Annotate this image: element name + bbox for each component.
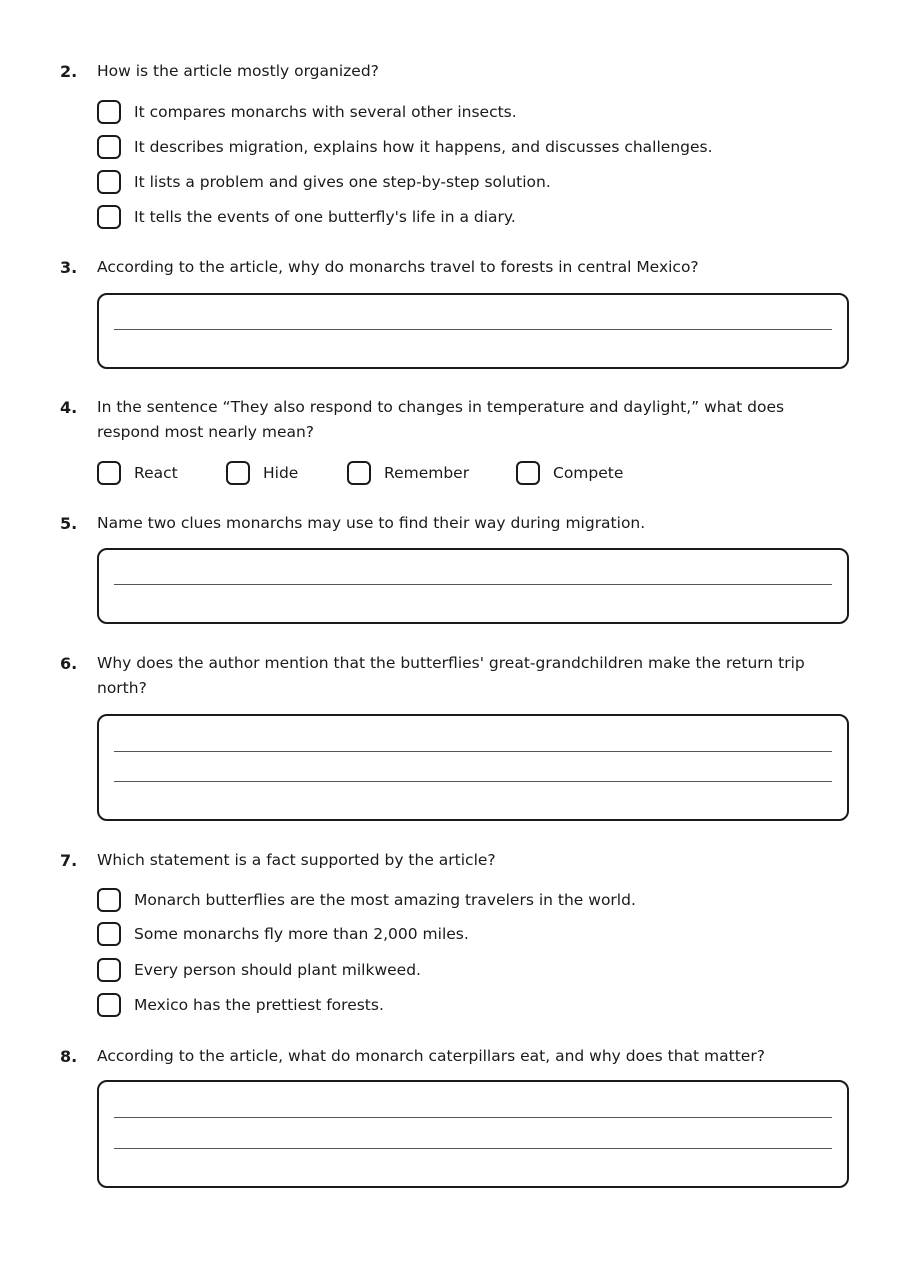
checkbox[interactable] [97, 170, 121, 194]
question-text: Which statement is a fact supported by the article? [97, 851, 496, 869]
option-label: Mexico has the prettiest forests. [134, 996, 384, 1014]
answer-line [114, 751, 832, 752]
answer-line [114, 1148, 832, 1149]
checkbox[interactable] [97, 958, 121, 982]
checkbox[interactable] [97, 135, 121, 159]
option-label: It describes migration, explains how it happens, and discusses challenges. [134, 138, 713, 156]
answer-box[interactable] [97, 293, 849, 369]
option[interactable] [347, 459, 469, 487]
checkbox[interactable] [97, 100, 121, 124]
answer-line [114, 584, 832, 585]
question-text: According to the article, why do monarchs travel to forests in central Mexico? [97, 258, 699, 276]
option-label: It compares monarchs with several other insects. [134, 103, 517, 121]
question-text: How is the article mostly organized? [97, 62, 379, 80]
checkbox[interactable] [347, 461, 371, 485]
option-label: It tells the events of one butterfly's life in a diary. [134, 208, 516, 226]
option[interactable] [97, 459, 178, 487]
option[interactable] [97, 203, 516, 231]
question-number: 5. [60, 514, 78, 533]
option-label: Every person should plant milkweed. [134, 961, 421, 979]
question-number: 6. [60, 654, 78, 673]
option-label: Remember [384, 464, 470, 482]
question-text: Why does the author mention that the butterflies' great-grandchildren make the return trip north? [97, 654, 805, 697]
option[interactable] [97, 133, 713, 161]
option[interactable] [516, 459, 623, 487]
option-label: It lists a problem and gives one step-by-step solution. [134, 173, 551, 191]
question-text: In the sentence “They also respond to changes in temperature and daylight,” what does respond most nearly mean? [97, 398, 785, 441]
option[interactable] [97, 886, 636, 914]
answer-line [114, 781, 832, 782]
answer-box[interactable] [97, 714, 849, 821]
answer-line [114, 1117, 832, 1118]
option-label: Some monarchs fly more than 2,000 miles. [134, 925, 469, 943]
checkbox[interactable] [97, 993, 121, 1017]
option-label: Monarch butterflies are the most amazing travelers in the world. [134, 891, 636, 909]
option[interactable] [226, 459, 298, 487]
option-label: React [134, 464, 178, 482]
answer-line [114, 329, 832, 330]
option[interactable] [97, 168, 551, 196]
option[interactable] [97, 920, 469, 948]
checkbox[interactable] [516, 461, 540, 485]
option-label: Compete [553, 464, 624, 482]
question-number: 4. [60, 398, 78, 417]
question-number: 3. [60, 258, 78, 277]
option[interactable] [97, 991, 384, 1019]
answer-box[interactable] [97, 1080, 849, 1188]
checkbox[interactable] [226, 461, 250, 485]
answer-box[interactable] [97, 548, 849, 624]
question-number: 8. [60, 1047, 78, 1066]
question-text: Name two clues monarchs may use to find their way during migration. [97, 514, 646, 532]
option[interactable] [97, 98, 517, 126]
question-number: 7. [60, 851, 78, 870]
question-text: According to the article, what do monarch caterpillars eat, and why does that matter? [97, 1047, 765, 1065]
checkbox[interactable] [97, 205, 121, 229]
option[interactable] [97, 956, 421, 984]
checkbox[interactable] [97, 922, 121, 946]
question-number: 2. [60, 62, 78, 81]
checkbox[interactable] [97, 461, 121, 485]
checkbox[interactable] [97, 888, 121, 912]
option-label: Hide [263, 464, 299, 482]
